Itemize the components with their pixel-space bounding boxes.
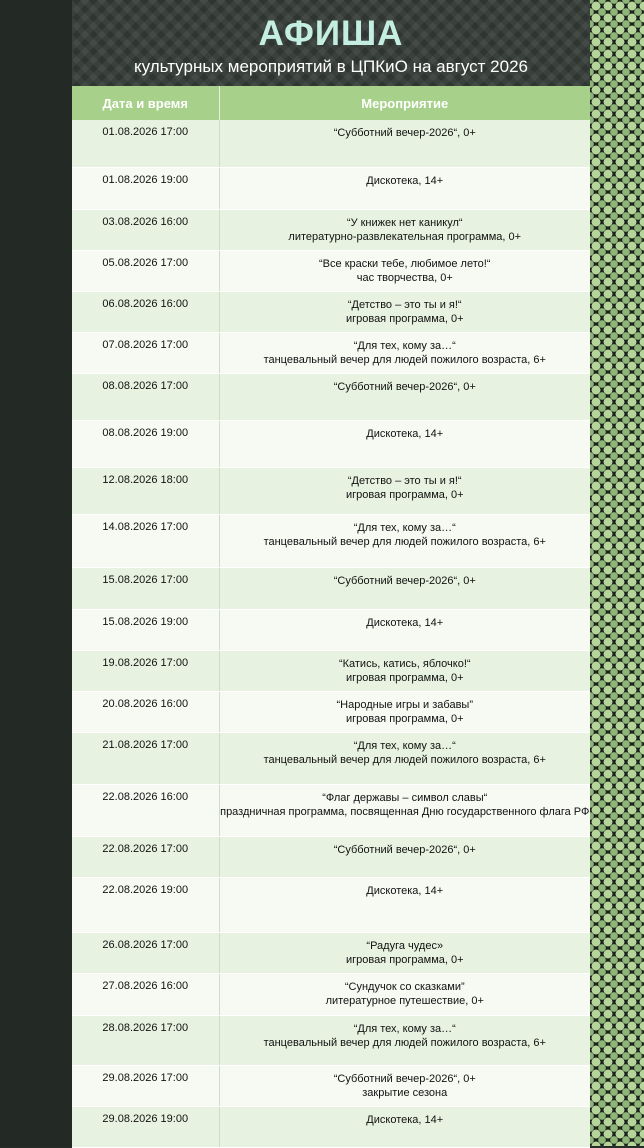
event-name: “Флаг державы – символ славы“ — [322, 791, 488, 804]
table-row — [72, 467, 590, 514]
event-description: танцевальный вечер для людей пожилого возраста, 6+ — [263, 535, 546, 548]
column-header-datetime: Дата и время — [72, 86, 219, 120]
event-name: Дискотека, 14+ — [366, 616, 444, 629]
event-name: Дискотека, 14+ — [366, 1113, 444, 1126]
event-cell — [219, 650, 590, 691]
event-datetime: 22.08.2026 16:00 — [72, 784, 219, 836]
event-datetime: 20.08.2026 16:00 — [72, 691, 219, 732]
event-name: Дискотека, 14+ — [366, 427, 444, 440]
event-name: “Все краски тебе, любимое лето!“ — [319, 257, 491, 270]
table-row — [72, 291, 590, 332]
event-cell — [219, 250, 590, 291]
event-description: час творчества, 0+ — [356, 271, 453, 284]
event-cell — [219, 836, 590, 877]
event-description: игровая программа, 0+ — [345, 671, 464, 684]
event-cell — [219, 373, 590, 420]
table-row — [72, 732, 590, 784]
event-cell — [219, 1106, 590, 1147]
event-datetime: 03.08.2026 16:00 — [72, 209, 219, 250]
event-name: “Субботний вечер-2026“, 0+ — [333, 843, 476, 856]
event-cell — [219, 609, 590, 650]
event-name: “Для тех, кому за…“ — [353, 739, 456, 752]
table-row — [72, 877, 590, 932]
table-row — [72, 650, 590, 691]
event-description: праздничная программа, посвященная Дню государственного флага РФ — [220, 805, 590, 818]
event-name: “У книжек нет каникул“ — [346, 216, 463, 229]
event-cell — [219, 932, 590, 973]
table-row — [72, 567, 590, 609]
table-row — [72, 691, 590, 732]
event-description: танцевальный вечер для людей пожилого возраста, 6+ — [263, 753, 546, 766]
event-datetime: 29.08.2026 19:00 — [72, 1106, 219, 1147]
page-title: АФИША — [258, 14, 404, 53]
event-datetime: 06.08.2026 16:00 — [72, 291, 219, 332]
event-description: танцевальный вечер для людей пожилого возраста, 6+ — [263, 1036, 546, 1049]
event-cell — [219, 732, 590, 784]
event-name: “Для тех, кому за…“ — [353, 521, 456, 534]
event-cell — [219, 467, 590, 514]
event-datetime: 26.08.2026 17:00 — [72, 932, 219, 973]
page-subtitle: культурных мероприятий в ЦПКиО на август 2026 — [134, 57, 528, 76]
event-cell — [219, 973, 590, 1015]
event-datetime: 07.08.2026 17:00 — [72, 332, 219, 373]
event-name: “Сундучок со сказками” — [344, 980, 465, 993]
event-description: литературное путешествие, 0+ — [325, 994, 484, 1007]
event-cell — [219, 1015, 590, 1065]
event-datetime: 08.08.2026 19:00 — [72, 420, 219, 467]
event-cell — [219, 332, 590, 373]
event-cell — [219, 784, 590, 836]
event-cell — [219, 209, 590, 250]
event-datetime: 01.08.2026 19:00 — [72, 167, 219, 209]
event-datetime: 05.08.2026 17:00 — [72, 250, 219, 291]
table-row — [72, 332, 590, 373]
event-cell — [219, 420, 590, 467]
event-name: “Катись, катись, яблочко!“ — [338, 657, 471, 670]
event-datetime: 15.08.2026 17:00 — [72, 567, 219, 609]
event-name: “Радуга чудес» — [366, 939, 444, 952]
event-cell — [219, 877, 590, 932]
event-description: игровая программа, 0+ — [345, 312, 464, 325]
event-name: “Для тех, кому за…“ — [353, 339, 456, 352]
table-row — [72, 609, 590, 650]
event-name: Дискотека, 14+ — [366, 174, 444, 187]
event-description: закрытие сезона — [362, 1086, 448, 1099]
event-cell — [219, 514, 590, 567]
table-row — [72, 167, 590, 209]
event-cell — [219, 291, 590, 332]
table-row — [72, 932, 590, 973]
table-row — [72, 373, 590, 420]
event-name: “Субботний вечер-2026“, 0+ — [333, 1072, 476, 1085]
event-datetime: 15.08.2026 19:00 — [72, 609, 219, 650]
event-datetime: 14.08.2026 17:00 — [72, 514, 219, 567]
event-datetime: 29.08.2026 17:00 — [72, 1065, 219, 1106]
event-datetime: 08.08.2026 17:00 — [72, 373, 219, 420]
event-name: “Субботний вечер-2026“, 0+ — [333, 380, 476, 393]
event-datetime: 22.08.2026 17:00 — [72, 836, 219, 877]
table-header-row — [72, 86, 590, 120]
table-row — [72, 1015, 590, 1065]
event-name: “Детство – это ты и я!“ — [347, 298, 462, 311]
event-datetime: 01.08.2026 17:00 — [72, 120, 219, 167]
event-name: “Детство – это ты и я!“ — [347, 474, 462, 487]
event-cell — [219, 120, 590, 167]
left-border — [0, 0, 72, 1146]
event-datetime: 28.08.2026 17:00 — [72, 1015, 219, 1065]
event-datetime: 12.08.2026 18:00 — [72, 467, 219, 514]
event-description: игровая программа, 0+ — [345, 953, 464, 966]
event-name: Дискотека, 14+ — [366, 884, 444, 897]
event-datetime: 19.08.2026 17:00 — [72, 650, 219, 691]
event-datetime: 27.08.2026 16:00 — [72, 973, 219, 1015]
table-row — [72, 1106, 590, 1147]
event-name: “Для тех, кому за…“ — [353, 1022, 456, 1035]
event-cell — [219, 691, 590, 732]
table-row — [72, 836, 590, 877]
event-cell — [219, 567, 590, 609]
table-row — [72, 420, 590, 467]
table-row — [72, 120, 590, 167]
event-description: игровая программа, 0+ — [345, 712, 464, 725]
table-row — [72, 250, 590, 291]
event-name: “Народные игры и забавы” — [336, 698, 473, 711]
event-datetime: 21.08.2026 17:00 — [72, 732, 219, 784]
table-row — [72, 209, 590, 250]
event-description: литературно-развлекательная программа, 0+ — [288, 230, 522, 243]
table-row — [72, 514, 590, 567]
table-row — [72, 784, 590, 836]
event-name: “Субботний вечер-2026“, 0+ — [333, 127, 476, 139]
decorative-pattern-strip — [590, 0, 644, 1146]
event-description: игровая программа, 0+ — [345, 488, 464, 501]
events-table-body — [72, 120, 590, 1147]
event-cell — [219, 167, 590, 209]
event-description: танцевальный вечер для людей пожилого возраста, 6+ — [263, 353, 546, 366]
events-table — [72, 86, 590, 1148]
event-datetime: 22.08.2026 19:00 — [72, 877, 219, 932]
column-header-event: Мероприятие — [219, 86, 590, 120]
event-cell — [219, 1065, 590, 1106]
table-row — [72, 1065, 590, 1106]
event-name: “Субботний вечер-2026“, 0+ — [333, 574, 476, 587]
table-row — [72, 973, 590, 1015]
